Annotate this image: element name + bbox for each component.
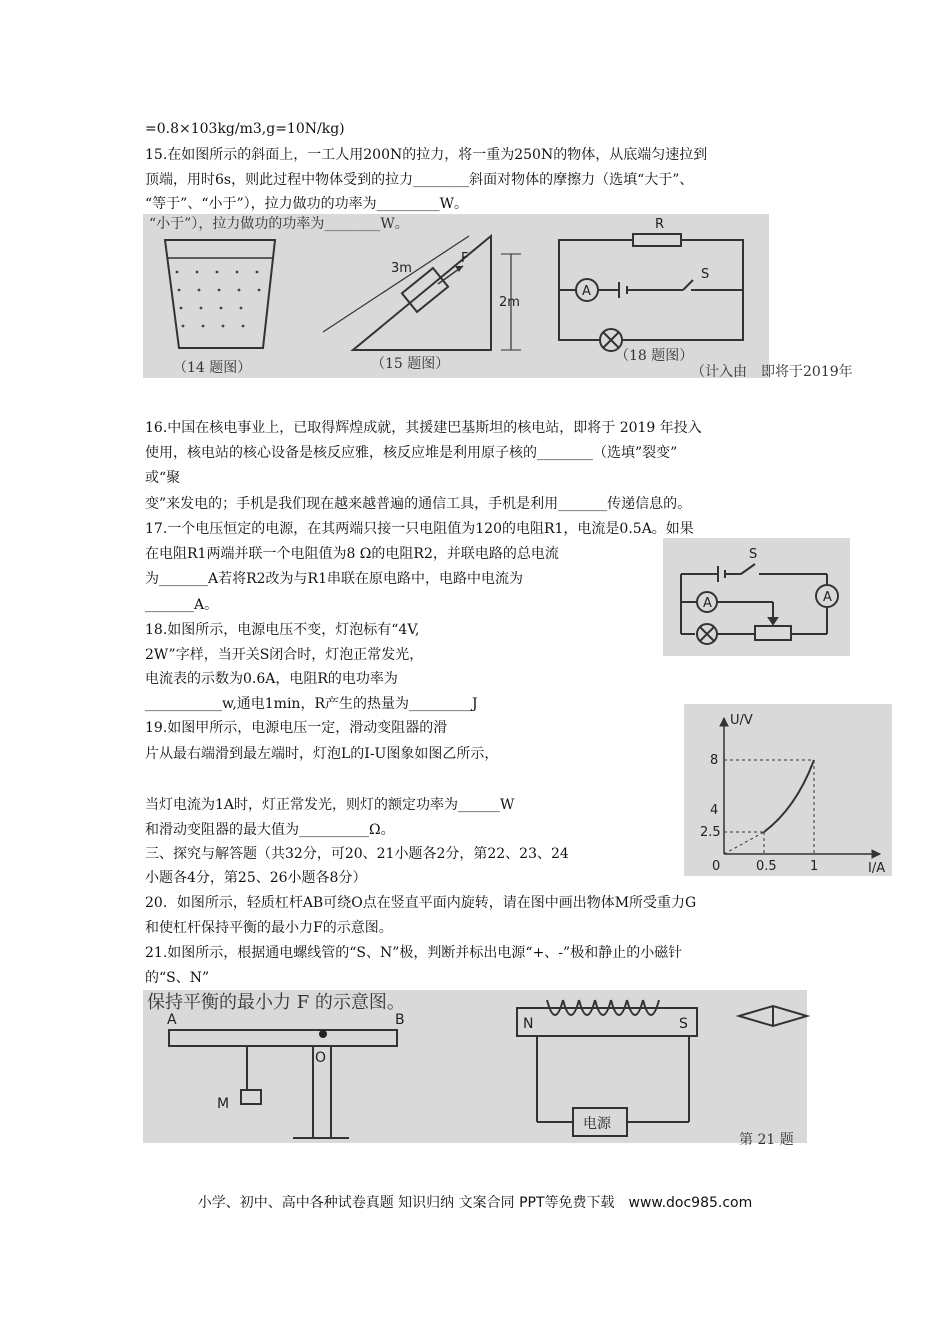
text-line: 使用，核电站的核心设备是核反应雅，核反应堆是利用原子核的________（选填”裂变” xyxy=(145,445,678,461)
length-label: 3m xyxy=(391,261,412,276)
ammeter-label: A xyxy=(582,284,591,299)
text-line: 15.在如图所示的斜面上，一工人用200N的拉力，将一重为250N的物体，从底端匀速拉到 xyxy=(145,147,708,163)
power-source-label: 电源 xyxy=(583,1116,611,1132)
text-line: 和使杠杆保持平衡的最小力F的示意图。 xyxy=(145,920,393,936)
cut-off-text: 保持平衡的最小力 F 的示意图。 xyxy=(147,992,405,1013)
text-line: 21.如图所示，根据通电螺线管的“S、N”极，判断并标出电源“+、-”极和静止的小磁针 xyxy=(145,945,683,961)
text-line: 电流表的示数为0.6A，电阻R的电功率为 xyxy=(145,671,398,687)
figure-20-21 xyxy=(143,990,807,1148)
text-line: 18.如图所示，电源电压不变，灯泡标有“4V, xyxy=(145,622,420,638)
text-line: 和滑动变阻器的最大值为__________Ω。 xyxy=(145,822,395,838)
mass-m-label: M xyxy=(217,1096,230,1112)
tick-label: 1 xyxy=(810,859,819,874)
caption-14: （14 题图） xyxy=(173,360,252,376)
text-line: 为_______A若将R2改为与R1串联在原电路中，电路中电流为 xyxy=(145,571,524,587)
figure-17-circuit xyxy=(663,538,850,656)
x-axis-label: I/A xyxy=(868,861,886,876)
text-line: 2W”字样，当开关S闭合时，灯泡正常发光， xyxy=(145,647,424,663)
ammeter-label: A xyxy=(703,596,712,611)
caption-18: （18 题图） xyxy=(615,348,694,364)
text-line: ___________w,通电1min，R产生的热量为_________J xyxy=(145,696,478,712)
text-line: 当灯电流为1A时，灯正常发光，则灯的额定功率为______W xyxy=(145,797,515,813)
text-line: 19.如图甲所示，电源电压一定，滑动变阻器的滑 xyxy=(145,720,448,736)
text-line: “等于”、“小于”），拉力做功的功率为_________W。 xyxy=(145,196,469,212)
tick-label: 4 xyxy=(710,803,719,818)
figure-14-15-18 xyxy=(143,214,853,380)
force-label: F xyxy=(461,251,469,266)
text-line: 小题各4分，第25、26小题各8分） xyxy=(145,870,367,886)
text-line: 的“S、N” xyxy=(145,970,210,986)
tick-label: 0.5 xyxy=(756,859,777,874)
tick-label: 0 xyxy=(712,859,721,874)
text-line: _______A。 xyxy=(145,597,219,613)
text-line: 顶端，用时6s，则此过程中物体受到的拉力________斜面对物体的摩擦力（选填“大于”、 xyxy=(145,172,694,188)
text-line: 17.一个电压恒定的电源，在其两端只接一只电阻值为120的电阻R1，电流是0.5A。如果 xyxy=(145,521,694,537)
text-line: 或“聚 xyxy=(145,470,181,486)
footer: 小学、初中、高中各种试卷真题 知识归纳 文案合同 PPT等免费下载 www.doc985.com xyxy=(197,1195,753,1211)
text-line: =0.8×103kg/m3,g=10N/kg) xyxy=(145,121,345,137)
north-pole-label: N xyxy=(523,1016,534,1032)
tick-label: 2.5 xyxy=(700,825,721,840)
ammeter-label: A xyxy=(823,590,832,605)
y-axis-label: U/V xyxy=(730,713,753,728)
switch-label: S xyxy=(749,547,758,562)
text-line: 16.中国在核电事业上，已取得辉煌成就，其援建巴基斯坦的核电站，即将于 2019 年投入 xyxy=(145,420,702,436)
pivot-o-label: O xyxy=(315,1050,327,1066)
text-line: 片从最右端滑到最左端时，灯泡L的I-U图象如图乙所示， xyxy=(145,746,499,762)
text-line: 在电阻R1两端并联一个电阻值为8 Ω的电阻R2，并联电路的总电流 xyxy=(145,546,559,562)
figure-19-graph xyxy=(684,704,892,876)
tick-label: 8 xyxy=(710,753,719,768)
beaker-icon xyxy=(165,240,275,348)
switch-label: S xyxy=(701,267,710,282)
caption-21: 第 21 题 xyxy=(739,1132,794,1148)
cut-off-text: “小于”），拉力做功的功率为________W。 xyxy=(149,216,409,232)
resistor-label: R xyxy=(655,217,665,232)
text-line: 变”来发电的；手机是我们现在越来越普遍的通信工具，手机是利用_______传递信息的。 xyxy=(145,496,692,512)
incline-diagram xyxy=(323,236,521,350)
lever-diagram xyxy=(169,1030,397,1138)
solenoid-diagram xyxy=(517,1000,807,1136)
point-a-label: A xyxy=(167,1012,177,1028)
south-pole-label: S xyxy=(679,1016,688,1032)
caption-15: （15 题图） xyxy=(371,356,450,372)
text-line: 三、探究与解答题（共32分，可20、21小题各2分，第22、23、24 xyxy=(145,846,569,862)
point-b-label: B xyxy=(395,1012,405,1028)
cut-off-right: （计入由 即将于2019年 xyxy=(691,364,853,380)
height-label: 2m xyxy=(499,295,520,310)
text-line: 20．如图所示，轻质杠杆AB可绕O点在竖直平面内旋转，请在图中画出物体M所受重力G xyxy=(145,895,697,911)
